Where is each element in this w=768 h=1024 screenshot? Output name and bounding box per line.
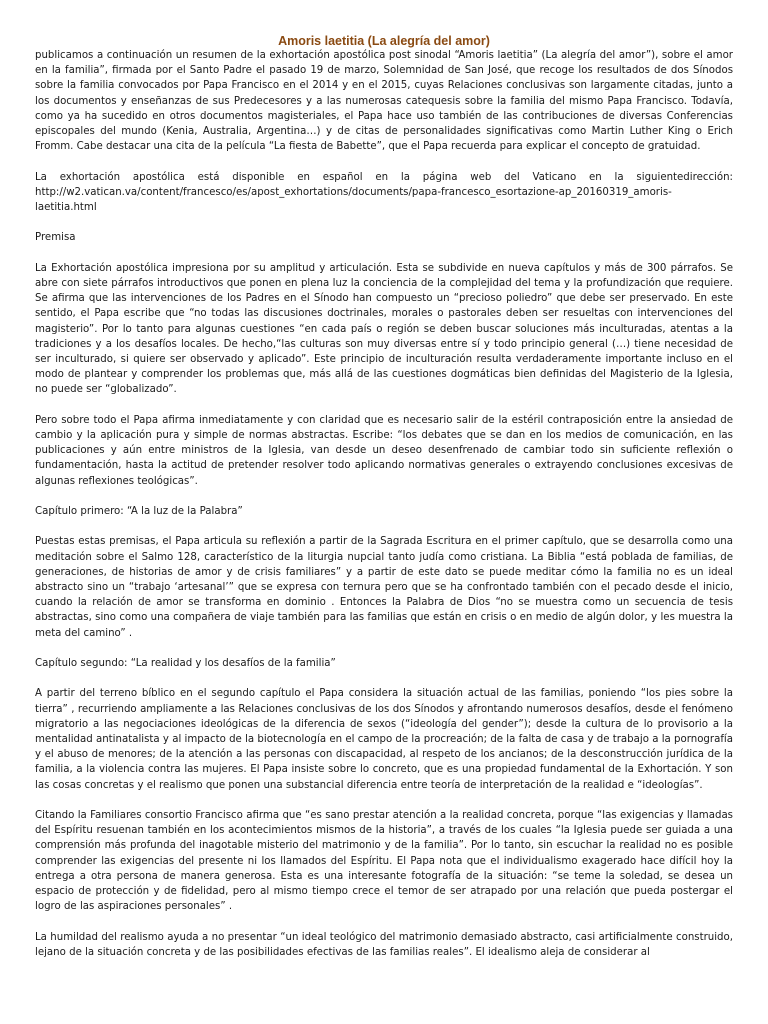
premisa-paragraph-1: La Exhortación apostólica impresiona por su amplitud y articulación. Esta se subdivide en nueva capítulos y más de 300 párrafos. Se abre con siete párrafos introductivos que ponen en plena luz la conciencia de la complejidad del tema y la profundización que requiere. Se afirma que las intervenciones de los Padres en el Sínodo han compuesto un “precioso poliedro” que debe ser preservado. En este sentido, el Papa escribe que “no todas las discusiones doctrinales, morales o pastorales deben ser resueltas con intervenciones del magisterio”. Por lo tanto para algunas cuestiones “en cada país o región se deben buscar soluciones más inculturadas, atentas a la tradiciones y a los desafíos locales. De hecho,“las culturas son muy diversas entre sí y todo principio general (…) tiene necesidad de ser inculturado, si quiere ser observado y aplicado”. Este principio de inculturación resulta verdaderamente importante incluso en el modo de plantear y comprender los problemas que, más allá de las cuestiones dogmáticas bien definidas del Magisterio de la Iglesia, no puede ser “globalizado”. (35, 262, 733, 396)
chapter-1-paragraph: Puestas estas premisas, el Papa articula su reflexión a partir de la Sagrada Escritura en el primer capítulo, que se desarrolla como una meditación sobre el Salmo 128, característico de la liturgia nupcial tanto judía como cristiana. La Biblia “está poblada de familias, de generaciones, de historias de amor y de crisis familiares” y a partir de este dato se puede meditar cómo la familia no es un ideal abstracto sino un “trabajo ‘artesanal’” que se expresa con ternura pero que se ha confrontado también con el pecado desde el inicio, cuando la relación de amor se transforma en dominio . Entonces la Palabra de Dios “no se muestra como un secuencia de tesis abstractas, sino como una compañera de viaje también para las familias que están en crisis o en medio de algún dolor, y les muestra la meta del camino” . (35, 536, 733, 639)
document-body (35, 48, 733, 975)
chapter-2-paragraph-2: Citando la Familiares consortio Francisco afirma que “es sano prestar atención a la realidad concreta, porque “las exigencias y llamadas del Espíritu resuenan también en los acontecimientos mismos de la historia”, a través de los cuales “la Iglesia puede ser guiada a una comprensión más profunda del inagotable misterio del matrimonio y de la familia”. Por lo tanto, sin escuchar la realidad no es posible comprender las exigencias del presente ni los llamados del Espíritu. El Papa nota que el individualismo exagerado hace difícil hoy la entrega a otra persona de manera generosa. Esta es una interesante fotografía de la situación: “se teme la soledad, se desea un espacio de protección y de fidelidad, pero al mismo tiempo crece el temor de ser atrapado por una relación que pueda postergar el logro de las aspiraciones personales” . (35, 810, 733, 913)
section-heading-chapter-2: Capítulo segundo: “La realidad y los desafíos de la familia” (35, 658, 336, 670)
chapter-2-paragraph-1: A partir del terreno bíblico en el segundo capítulo el Papa considera la situación actual de las familias, poniendo “los pies sobre la tierra” , recurriendo ampliamente a las Relaciones conclusivas de los dos Sínodos y afrontando numerosos desafíos, desde el fenómeno migratorio a las negociaciones ideológicas de la diferencia de sexos (“ideología del gender”); desde la cultura de lo provisorio a la mentalidad antinatalista y al impacto de la biotecnología en el campo de la procreación; de la falta de casa y de trabajo a la pornografía y el abuso de menores; de la atención a las personas con discapacidad, al respeto de los ancianos; de la desconstrucción jurídica de la familia, a la violencia contra las mujeres. El Papa insiste sobre lo concreto, que es una propiedad fundamental de la Exhortación. Y son las cosas concretas y el realismo que ponen una substancial diferencia entre teoría de interpretación de la realidad e “ideologías”. (35, 688, 733, 791)
document-title: Amoris laetitia (La alegría del amor) (278, 34, 490, 48)
section-heading-chapter-1: Capítulo primero: “A la luz de la Palabra” (35, 506, 243, 518)
premisa-paragraph-2: Pero sobre todo el Papa afirma inmediatamente y con claridad que es necesario salir de la estéril contraposición entre la ansiedad de cambio y la aplicación pura y simple de normas abstractas. Escribe: “los debates que se dan en los medios de comunicación, en las publicaciones y aún entre ministros de la Iglesia, van desde un deseo desenfrenado de cambiar todo sin suficiente reflexión o fundamentación, hasta la actitud de pretender resolver todo aplicando normativas generales o extrayendo conclusiones excesivas de algunas reflexiones teológicas”. (35, 414, 733, 487)
intro-paragraph: publicamos a continuación un resumen de la exhortación apostólica post sinodal “Amoris laetitia” (La alegría del amor”), sobre el amor en la familia”, firmada por el Santo Padre el pasado 19 de marzo, Solemnidad de San José, que recoge los resultados de dos Sínodos sobre la familia convocados por Papa Francisco en el 2014 y en el 2015, cuyas Relaciones conclusivas son largamente citadas, junto a los documentos y enseñanzas de sus Predecesores y a las numerosas catequesis sobre la familia del mismo Papa Francisco. Todavía, como ya ha sucedido en otros documentos magisteriales, el Papa hace uso también de las contribuciones de diversas Conferencias episcopales del mundo (Kenia, Australia, Argentina…) y de citas de personalidades significativas como Martin Luther King o Erich Fromm. Cabe destacar una cita de la película “La fiesta de Babette”, que el Papa recuerda para explicar el concepto de gratuidad. (35, 50, 733, 153)
section-heading-premisa: Premisa (35, 232, 76, 244)
chapter-2-paragraph-3: La humildad del realismo ayuda a no presentar “un ideal teológico del matrimonio demasiado abstracto, casi artificialmente construido, lejano de la situación concreta y de las posibilidades efectivas de las familias reales”. El idealismo aleja de considerar al (35, 931, 733, 958)
availability-paragraph: La exhortación apostólica está disponible en español en la página web del Vaticano en la siguientedirección: http://w2.vatican.va/content/francesco/es/apost_exhortations/documents/papa-francesco_esortazione-ap_20160319_amoris-laetitia.html (35, 171, 733, 214)
